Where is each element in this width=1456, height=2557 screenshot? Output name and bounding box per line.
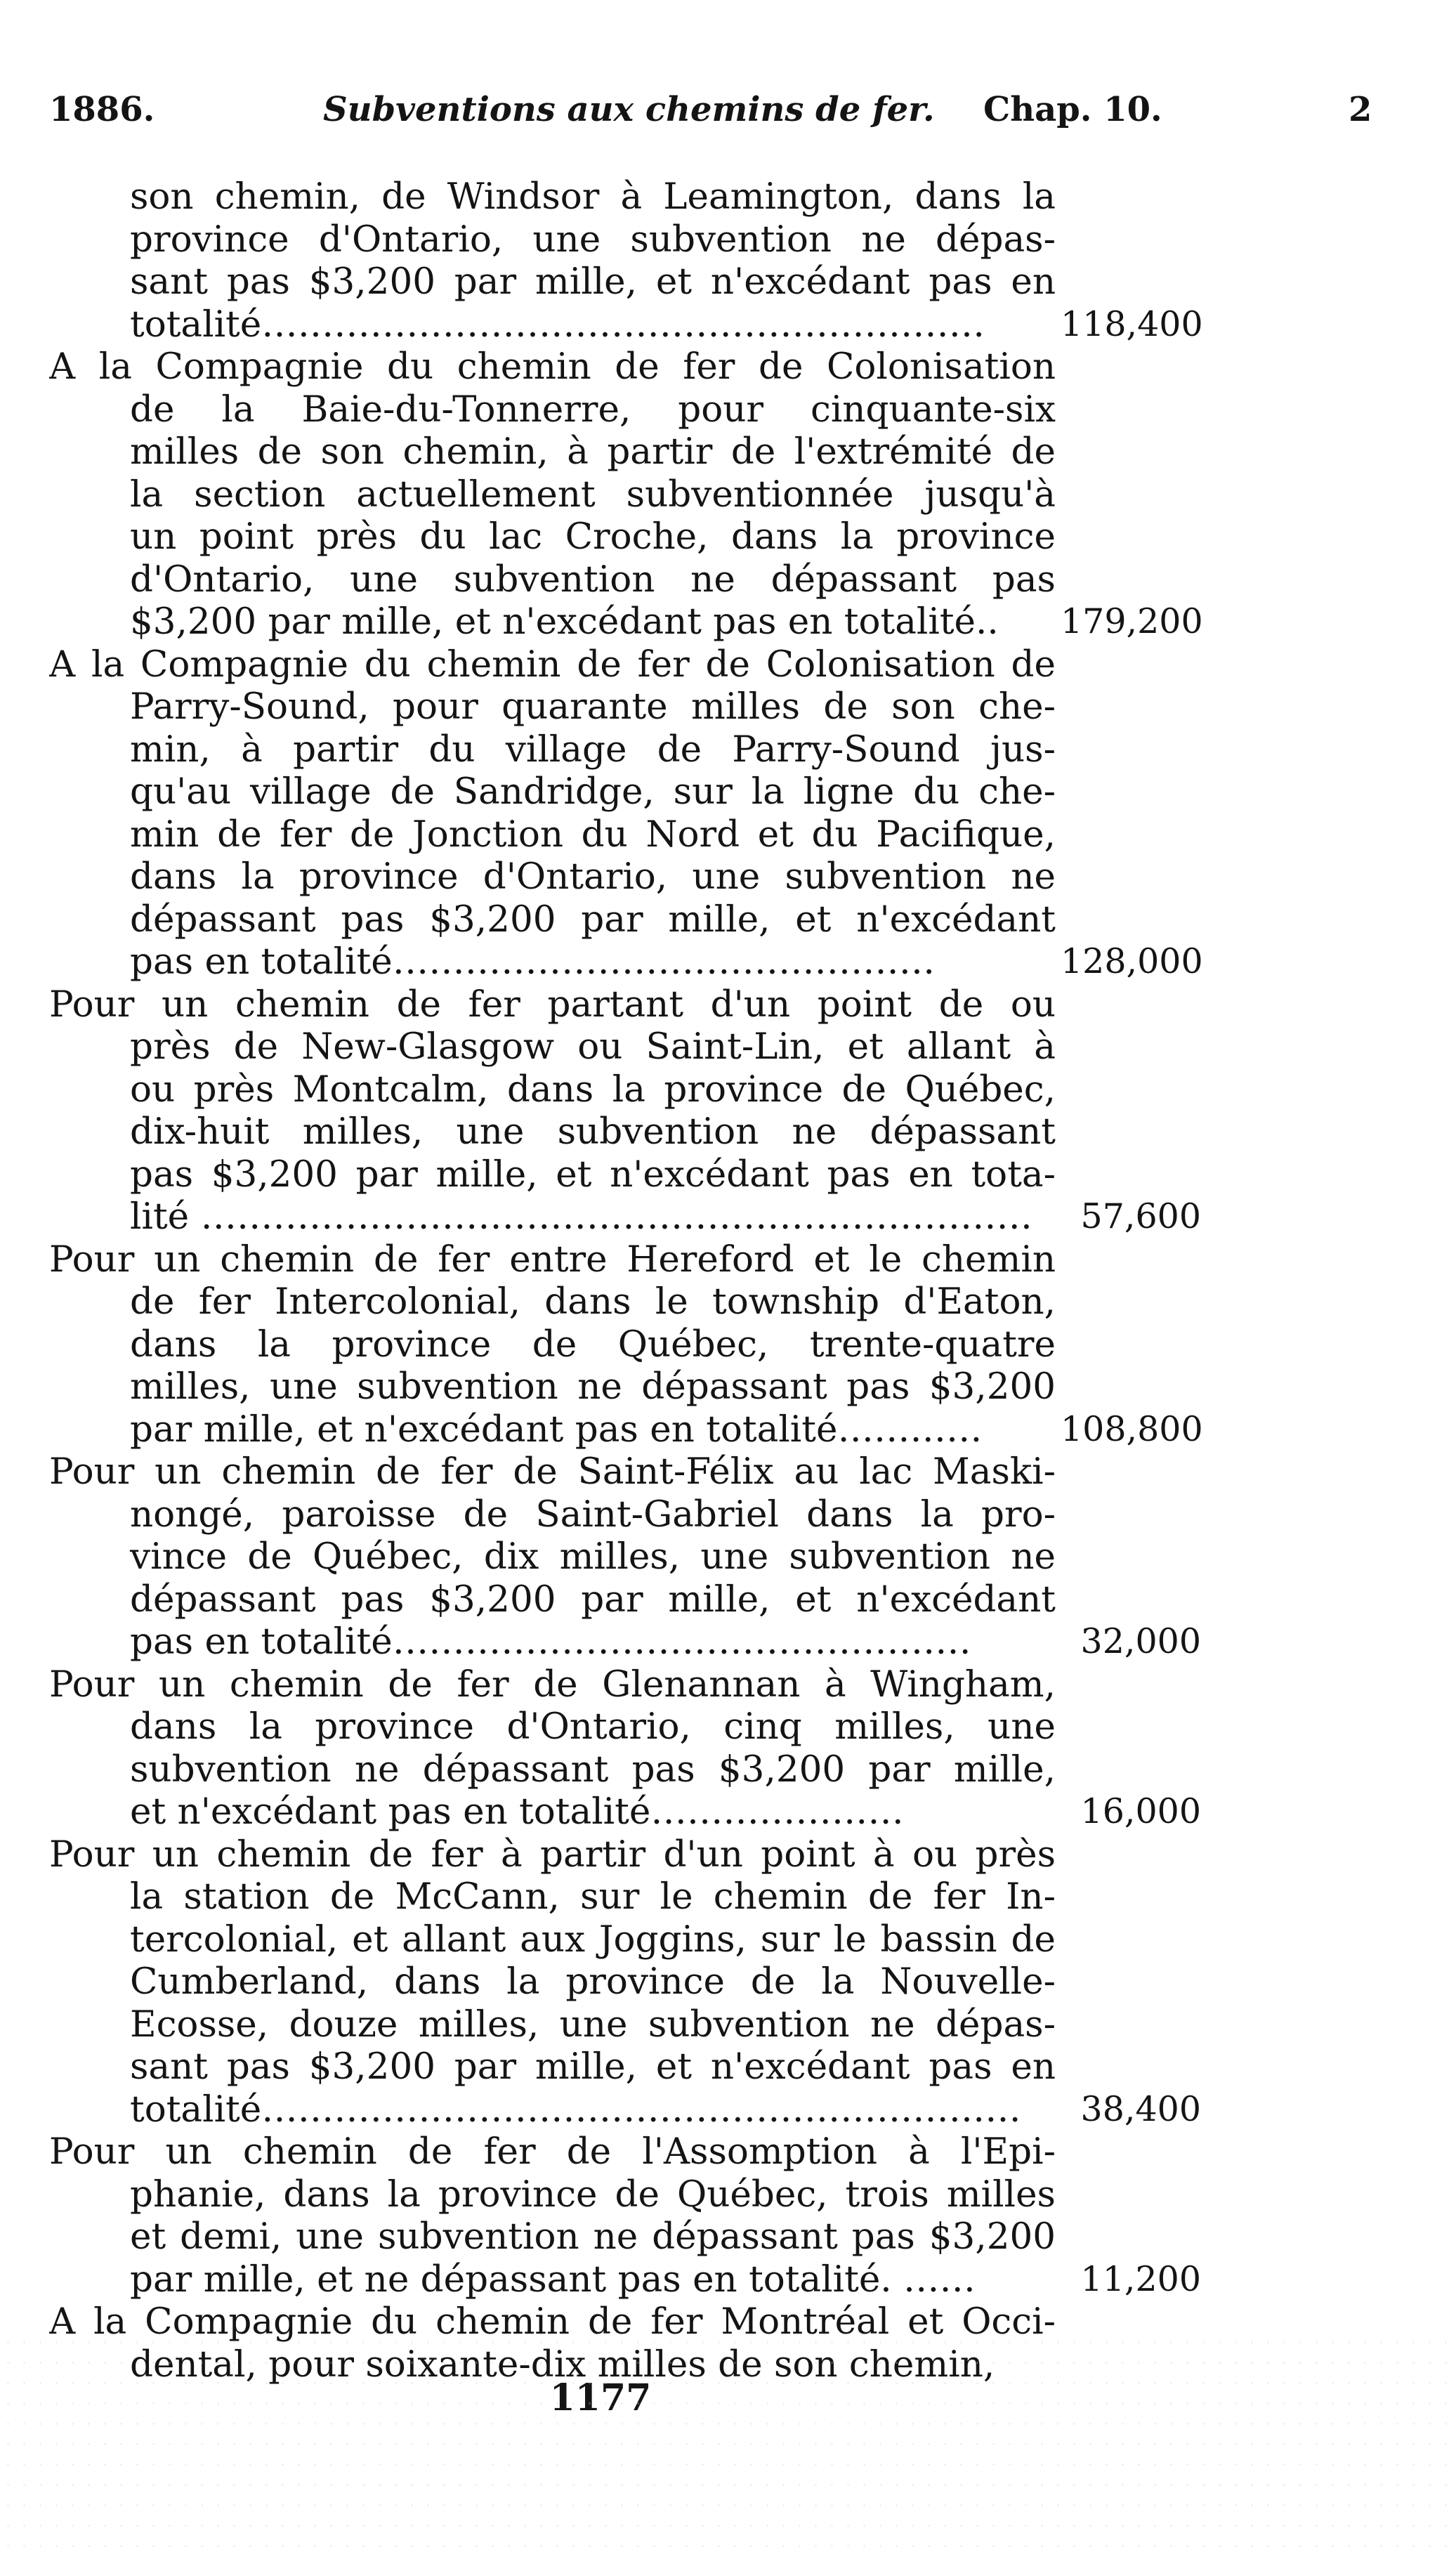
header-chapter: Chap. 10. [983, 90, 1162, 129]
entry-line: dépassant pas $3,200 par mille, et n'excédant [130, 1578, 1056, 1621]
entry-line: de fer Intercolonial, dans le township d'Eaton, [130, 1281, 1056, 1323]
page-header [49, 90, 1384, 146]
list-item [49, 2131, 1201, 2301]
entry-line: dental, pour soixante-dix milles de son chemin, [130, 2343, 995, 2386]
entry-line: Ecosse, douze milles, une subvention ne dépas- [130, 2003, 1056, 2046]
entry-line: d'Ontario, une subvention ne dépassant pas [130, 558, 1056, 601]
entry-line: Pour un chemin de fer de Saint-Félix au lac Maski- [49, 1451, 1056, 1493]
header-year: 1886. [49, 90, 155, 129]
entry-line: dans la province d'Ontario, une subvention ne [130, 856, 1056, 898]
entry-line: dans la province d'Ontario, cinq milles, une [130, 1706, 1056, 1748]
entry-line: tercolonial, et allant aux Joggins, sur le bassin de [130, 1918, 1056, 1961]
entry-line: lité …………………………………………………………… [130, 1196, 1032, 1238]
entry-line: province d'Ontario, une subvention ne dépas- [130, 218, 1056, 261]
entry-amount: 179,200 [1061, 601, 1203, 641]
entry-line: Pour un chemin de fer de Glenannan à Wingham, [49, 1663, 1056, 1706]
entry-line: pas en totalité………………………………………… [130, 1621, 971, 1663]
entry-line: totalité…………………………………………………… [130, 303, 985, 346]
list-item [49, 643, 1201, 983]
paper-speckle [0, 2332, 1456, 2557]
entry-line: Pour un chemin de fer à partir d'un point à ou près [49, 1833, 1056, 1876]
header-page-number: 2 [1349, 90, 1372, 129]
entry-line: min, à partir du village de Parry-Sound jus- [130, 728, 1056, 771]
entry-line: sant pas $3,200 par mille, et n'excédant pas en [130, 2046, 1056, 2088]
entry-amount: 118,400 [1061, 303, 1203, 344]
entry-line: Pour un chemin de fer partant d'un point de ou [49, 983, 1056, 1026]
entry-line: totalité……………………………………………………… [130, 2088, 1021, 2131]
entry-line: qu'au village de Sandridge, sur la ligne du che- [130, 771, 1056, 813]
entry-line: et n'excédant pas en totalité………………… [130, 1791, 904, 1833]
entry-line: A la Compagnie du chemin de fer Montréal et Occi- [49, 2301, 1056, 2343]
entry-line: Pour un chemin de fer entre Hereford et le chemin [49, 1238, 1056, 1281]
list-item [49, 1238, 1201, 1451]
entry-line: milles, une subvention ne dépassant pas $3,200 [130, 1366, 1056, 1408]
page-footer-number: 1177 [549, 2376, 652, 2419]
entry-line: ou près Montcalm, dans la province de Québec, [130, 1068, 1056, 1111]
entry-line: milles de son chemin, à partir de l'extrémité de [130, 431, 1056, 473]
list-item [49, 1663, 1201, 1833]
entry-amount: 38,400 [1080, 2088, 1201, 2129]
entry-line: sant pas $3,200 par mille, et n'excédant pas en [130, 261, 1056, 303]
entry-line: phanie, dans la province de Québec, trois milles [130, 2173, 1056, 2216]
entry-line: vince de Québec, dix milles, une subvention ne [130, 1536, 1056, 1578]
entry-line: la station de McCann, sur le chemin de fer In- [130, 1876, 1056, 1918]
entry-line: dépassant pas $3,200 par mille, et n'excédant [130, 898, 1056, 941]
appropriations-list [49, 176, 1201, 2386]
entry-amount: 32,000 [1080, 1621, 1201, 1661]
list-item [49, 1833, 1201, 2131]
entry-line: de la Baie-du-Tonnerre, pour cinquante-six [130, 388, 1056, 431]
entry-amount: 16,000 [1080, 1791, 1201, 1831]
entry-line: Cumberland, dans la province de la Nouvelle- [130, 1961, 1056, 2003]
list-item [49, 176, 1201, 346]
entry-line: son chemin, de Windsor à Leamington, dans la [130, 176, 1056, 218]
entry-line: $3,200 par mille, et n'excédant pas en totalité.. [130, 601, 999, 643]
entry-line: min de fer de Jonction du Nord et du Pacifique, [130, 813, 1056, 856]
entry-line: pas en totalité……………………………………… [130, 941, 936, 983]
entry-line: dans la province de Québec, trente-quatre [130, 1323, 1056, 1366]
entry-line: A la Compagnie du chemin de fer de Colonisation de [49, 643, 1056, 686]
entry-line: nongé, paroisse de Saint-Gabriel dans la pro- [130, 1493, 1056, 1536]
entry-amount: 128,000 [1061, 941, 1203, 981]
entry-line: la section actuellement subventionnée jusqu'à [130, 473, 1056, 516]
entry-line: subvention ne dépassant pas $3,200 par mille, [130, 1748, 1056, 1791]
entry-amount: 11,200 [1080, 2258, 1201, 2299]
entry-line: Pour un chemin de fer de l'Assomption à l'Epi- [49, 2131, 1056, 2173]
list-item [49, 1451, 1201, 1663]
entry-amount: 57,600 [1080, 1196, 1201, 1236]
entry-line: Parry-Sound, pour quarante milles de son che- [130, 686, 1056, 728]
list-item [49, 346, 1201, 643]
entry-line: A la Compagnie du chemin de fer de Colonisation [49, 346, 1056, 388]
entry-line: dix-huit milles, une subvention ne dépassant [130, 1111, 1056, 1153]
entry-amount: 108,800 [1061, 1408, 1203, 1449]
entry-line: pas $3,200 par mille, et n'excédant pas en tota- [130, 1153, 1056, 1196]
list-item [49, 983, 1201, 1238]
entry-line: près de New-Glasgow ou Saint-Lin, et allant à [130, 1026, 1056, 1068]
entry-line: et demi, une subvention ne dépassant pas $3,200 [130, 2216, 1056, 2258]
entry-line: un point près du lac Croche, dans la province [130, 516, 1056, 558]
header-title: Subventions aux chemins de fer. [323, 90, 935, 129]
entry-line: par mille, et ne dépassant pas en totalité. …… [130, 2258, 976, 2301]
entry-line: par mille, et n'excédant pas en totalité………… [130, 1408, 983, 1451]
